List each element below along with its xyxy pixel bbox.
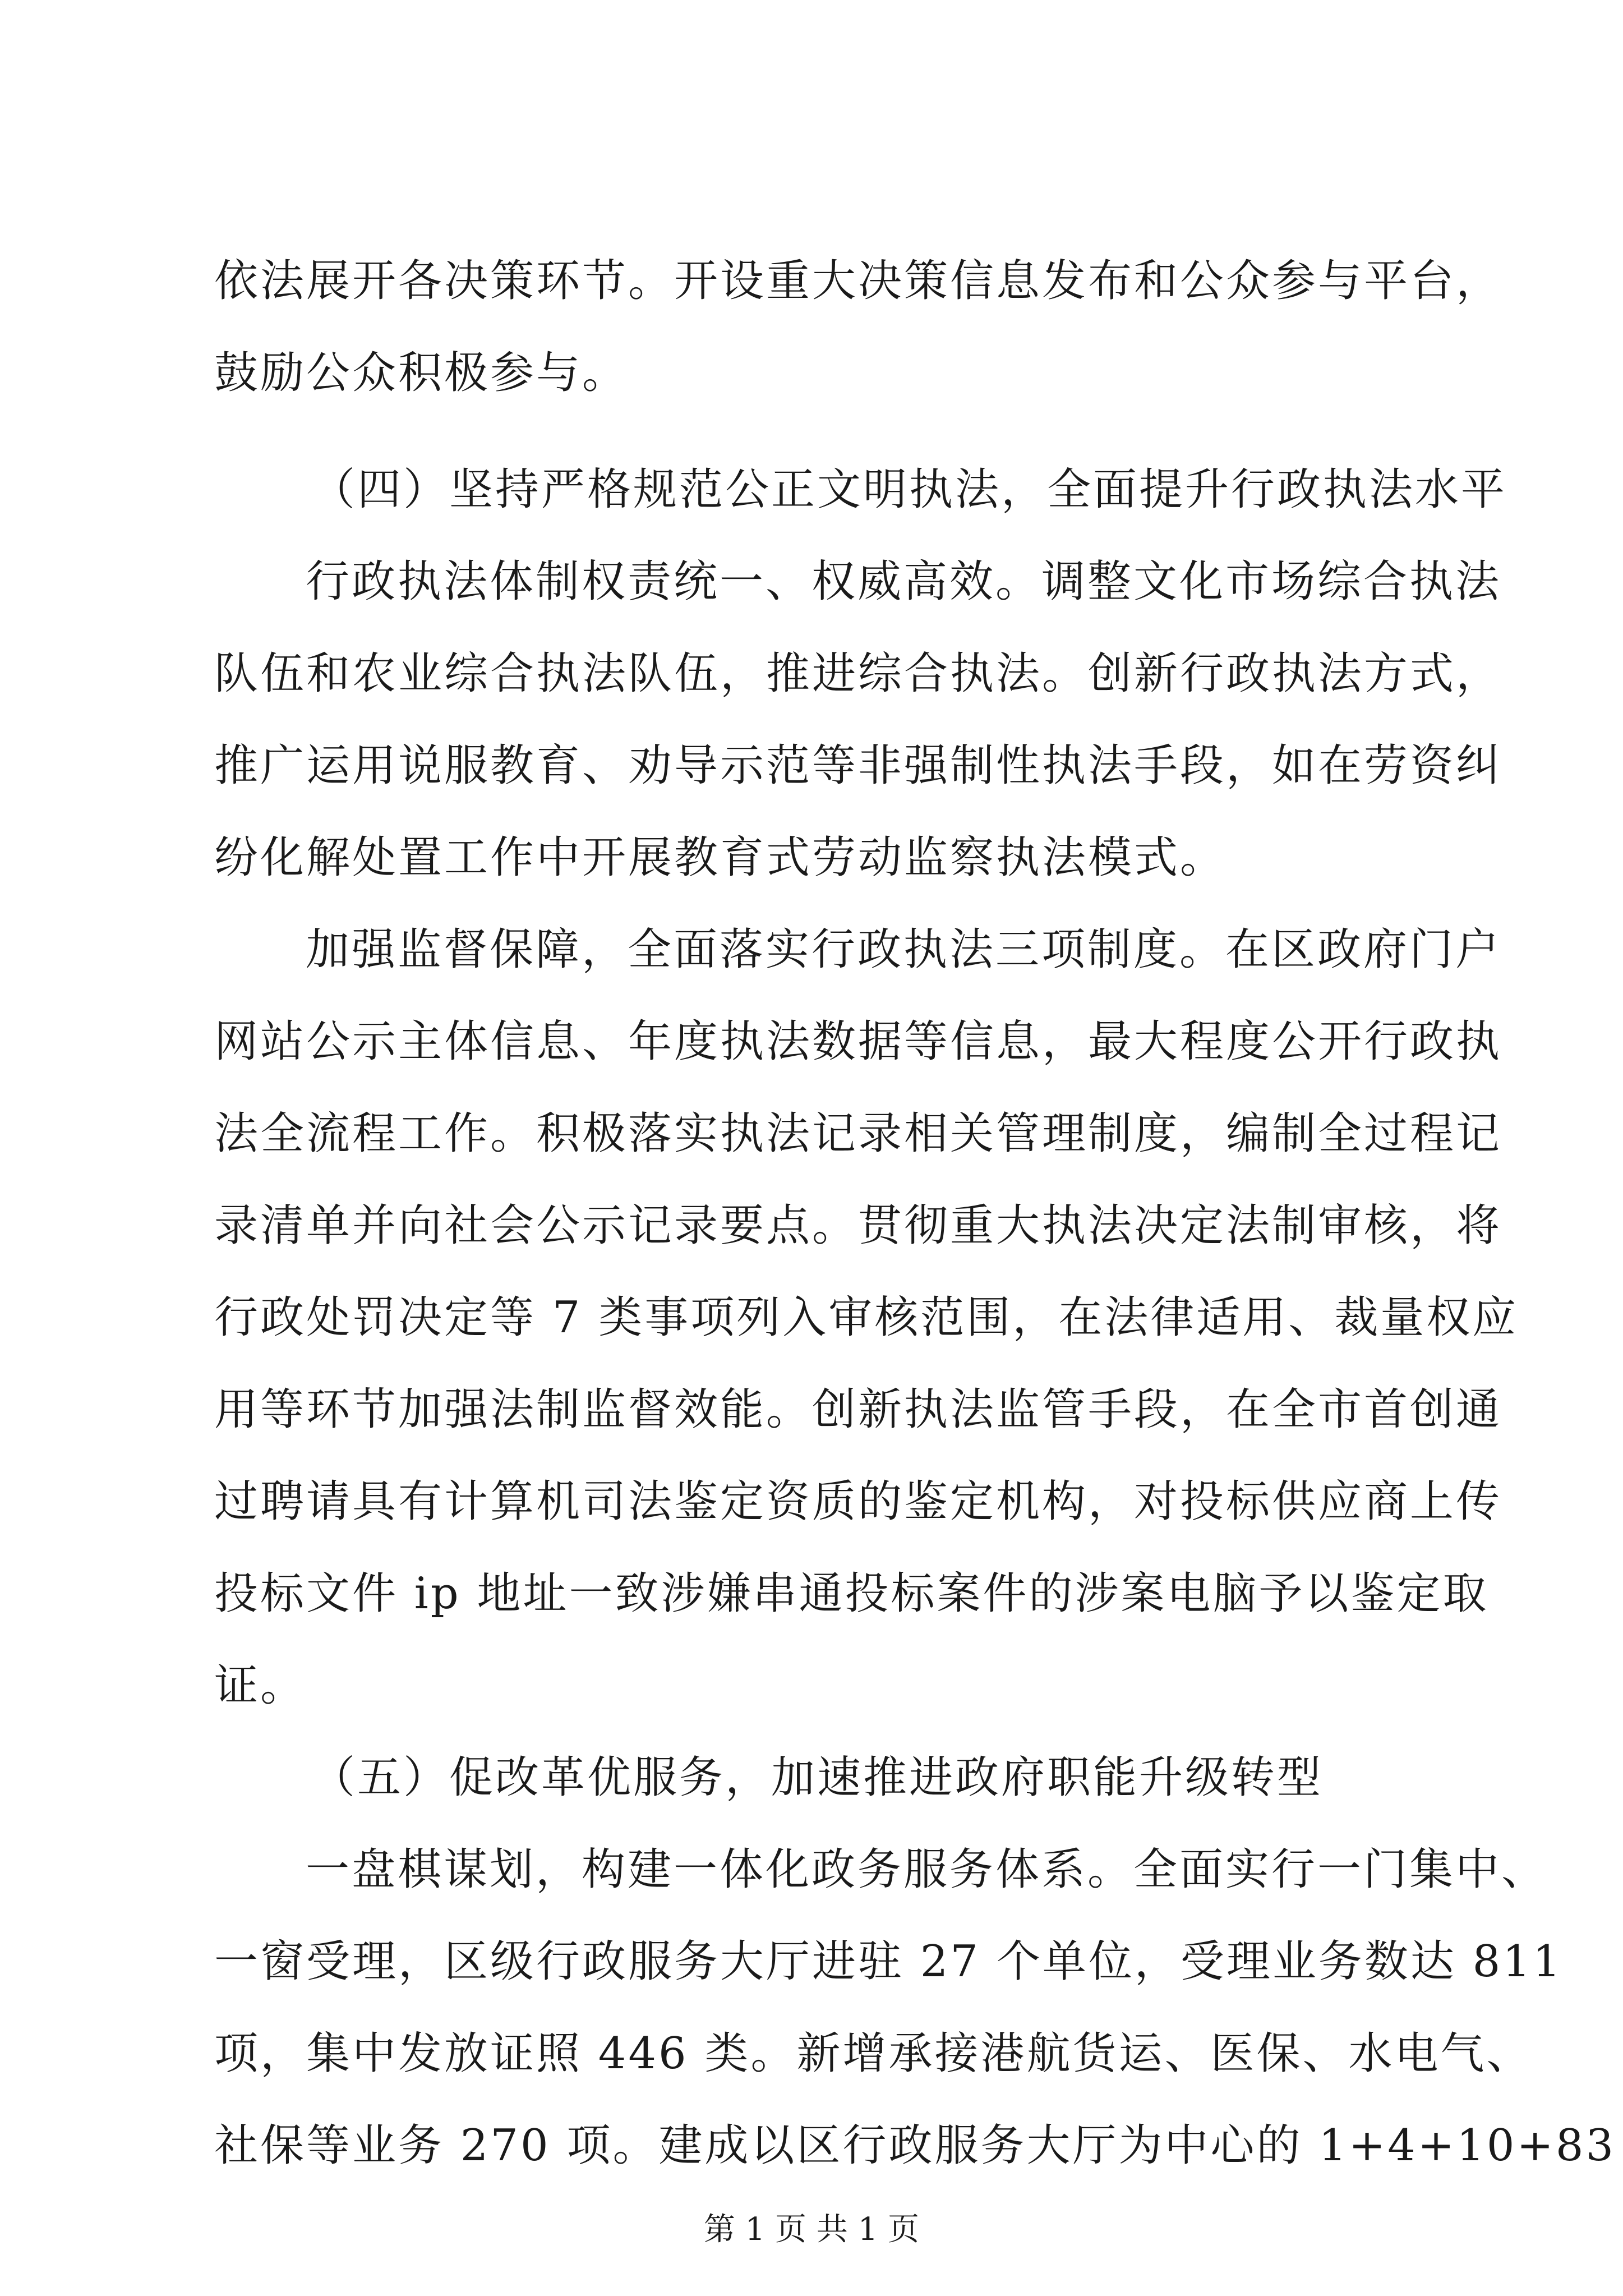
text-line: 推广运用说服教育、劝导示范等非强制性执法手段，如在劳资纠	[214, 740, 1502, 791]
text-line: 队伍和农业综合执法队伍，推进综合执法。创新行政执法方式，	[214, 648, 1502, 699]
text-line: 录清单并向社会公示记录要点。贯彻重大执法决定法制审核，将	[214, 1200, 1502, 1251]
text-line: 一盘棋谋划，构建一体化政务服务体系。全面实行一门集中、	[306, 1844, 1548, 1895]
text-line: 纷化解处置工作中开展教育式劳动监察执法模式。	[214, 832, 1227, 883]
text-line: 投标文件 ip 地址一致涉嫌串通投标案件的涉案电脑予以鉴定取	[214, 1568, 1489, 1619]
section-heading: （五）促改革优服务，加速推进政府职能升级转型	[311, 1752, 1324, 1803]
text-line: 用等环节加强法制监督效能。创新执法监管手段，在全市首创通	[214, 1384, 1502, 1435]
text-line: 过聘请具有计算机司法鉴定资质的鉴定机构，对投标供应商上传	[214, 1476, 1502, 1527]
text-line: 一窗受理，区级行政服务大厅进驻 27 个单位，受理业务数达 811	[214, 1936, 1563, 1987]
page-footer: 第 1 页 共 1 页	[703, 2211, 920, 2248]
text-line: 加强监督保障，全面落实行政执法三项制度。在区政府门户	[306, 924, 1502, 975]
text-line: 证。	[214, 1660, 307, 1711]
text-line: 项，集中发放证照 446 类。新增承接港航货运、医保、水电气、	[214, 2028, 1533, 2079]
text-line: 社保等业务 270 项。建成以区行政服务大厅为中心的 1+4+10+83	[214, 2120, 1616, 2171]
text-line: 鼓励公众积极参与。	[214, 348, 629, 398]
section-heading: （四）坚持严格规范公正文明执法，全面提升行政执法水平	[311, 464, 1507, 515]
text-line: 行政执法体制权责统一、权威高效。调整文化市场综合执法	[306, 556, 1502, 607]
text-line: 法全流程工作。积极落实执法记录相关管理制度，编制全过程记	[214, 1108, 1502, 1159]
text-line: 网站公示主体信息、年度执法数据等信息，最大程度公开行政执	[214, 1016, 1502, 1067]
text-line: 依法展开各决策环节。开设重大决策信息发布和公众参与平台，	[214, 256, 1502, 306]
text-line: 行政处罚决定等 7 类事项列入审核范围，在法律适用、裁量权应	[214, 1292, 1519, 1343]
